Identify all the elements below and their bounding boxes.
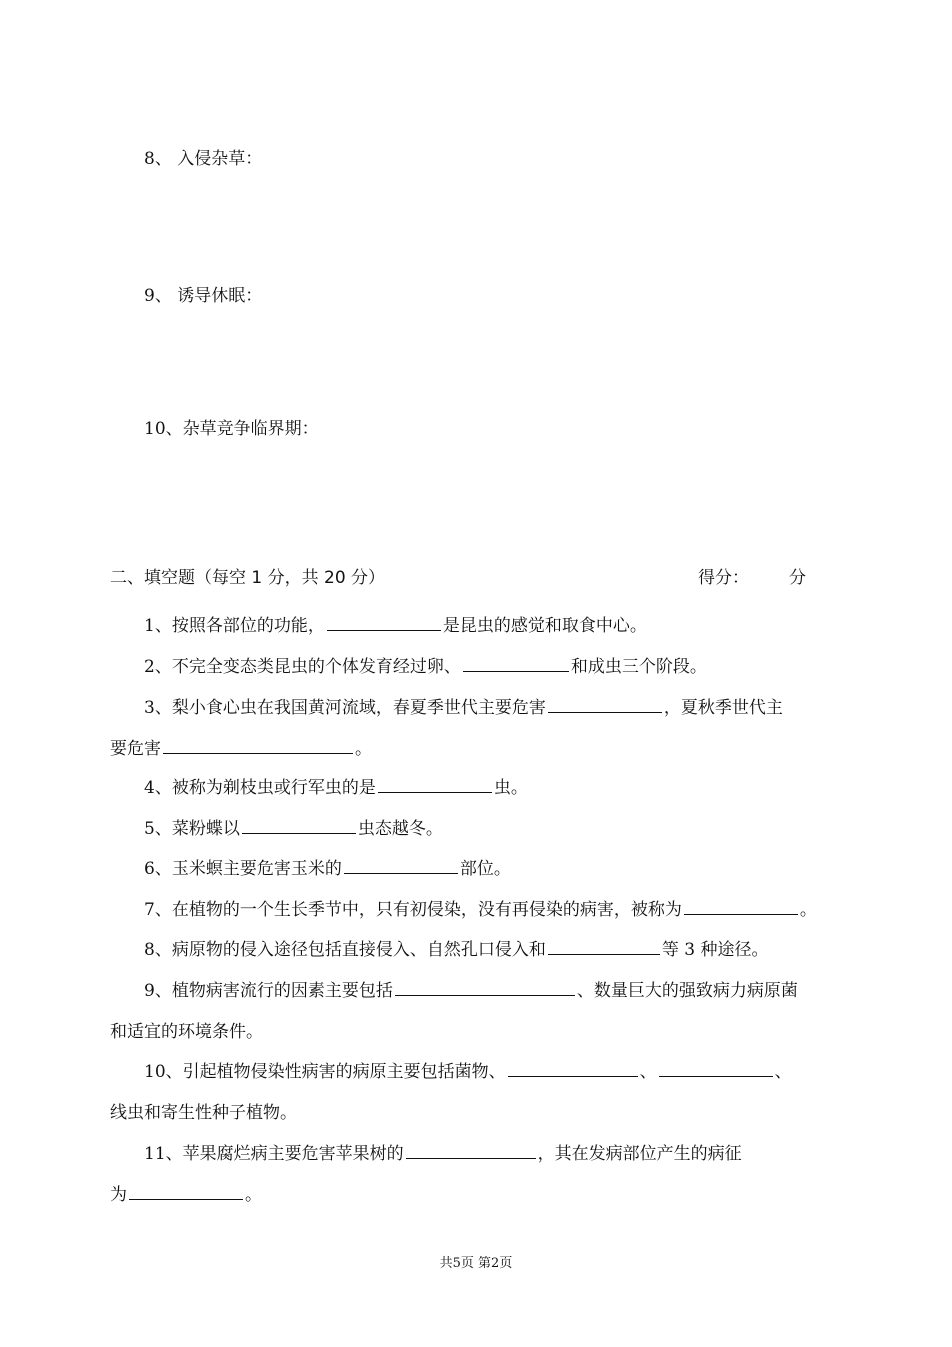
question-5: 5、菜粉蝶以 虫态越冬。 xyxy=(144,819,443,839)
answer-blank[interactable] xyxy=(463,670,569,672)
question-9-cont: 和适宜的环境条件。 xyxy=(110,1022,263,1042)
score-box xyxy=(698,563,806,588)
page-footer: 共5页 第2页 xyxy=(439,1256,513,1271)
answer-blank[interactable] xyxy=(327,629,441,631)
definition-9: 9、 诱导休眠： xyxy=(144,286,263,306)
question-6: 6、玉米螟主要危害玉米的 部位。 xyxy=(144,859,511,879)
question-3: 3、梨小食心虫在我国黄河流域，春夏季世代主要危害 ，夏秋季世代主 xyxy=(144,698,783,718)
question-11: 11、苹果腐烂病主要危害苹果树的 ，其在发病部位产生的病征 xyxy=(144,1144,742,1164)
answer-blank[interactable] xyxy=(242,832,356,834)
question-10-cont: 线虫和寄生性种子植物。 xyxy=(110,1103,297,1123)
score-label: 得分： xyxy=(698,568,749,588)
question-8: 8、病原物的侵入途径包括直接侵入、自然孔口侵入和 等 3 种途径。 xyxy=(144,940,769,960)
definition-10: 10、杂草竞争临界期： xyxy=(144,419,319,439)
score-unit: 分 xyxy=(789,568,806,588)
question-3-cont: 要危害 。 xyxy=(110,739,372,759)
answer-blank[interactable] xyxy=(659,1075,773,1077)
question-4: 4、被称为剃枝虫或行军虫的是 虫。 xyxy=(144,778,528,798)
answer-blank[interactable] xyxy=(395,994,575,996)
answer-blank[interactable] xyxy=(508,1075,638,1077)
question-10: 10、引起植物侵染性病害的病原主要包括菌物、 、 、 xyxy=(144,1062,792,1082)
answer-blank[interactable] xyxy=(129,1198,243,1200)
definition-8: 8、 入侵杂草： xyxy=(144,149,263,169)
answer-blank[interactable] xyxy=(548,953,660,955)
answer-blank[interactable] xyxy=(344,872,458,874)
answer-blank[interactable] xyxy=(684,913,798,915)
question-7: 7、在植物的一个生长季节中，只有初侵染，没有再侵染的病害，被称为 。 xyxy=(144,900,817,920)
answer-blank[interactable] xyxy=(406,1157,536,1159)
question-2: 2、不完全变态类昆虫的个体发育经过卵、 和成虫三个阶段。 xyxy=(144,657,707,677)
question-11-cont: 为 。 xyxy=(110,1185,262,1205)
question-1: 1、按照各部位的功能， 是昆虫的感觉和取食中心。 xyxy=(144,616,647,636)
section-heading: 二、填空题（每空 1 分，共 20 分） xyxy=(110,568,386,588)
question-9: 9、植物病害流行的因素主要包括 、数量巨大的强致病力病原菌 xyxy=(144,981,798,1001)
answer-blank[interactable] xyxy=(163,752,353,754)
answer-blank[interactable] xyxy=(378,791,492,793)
answer-blank[interactable] xyxy=(548,711,662,713)
